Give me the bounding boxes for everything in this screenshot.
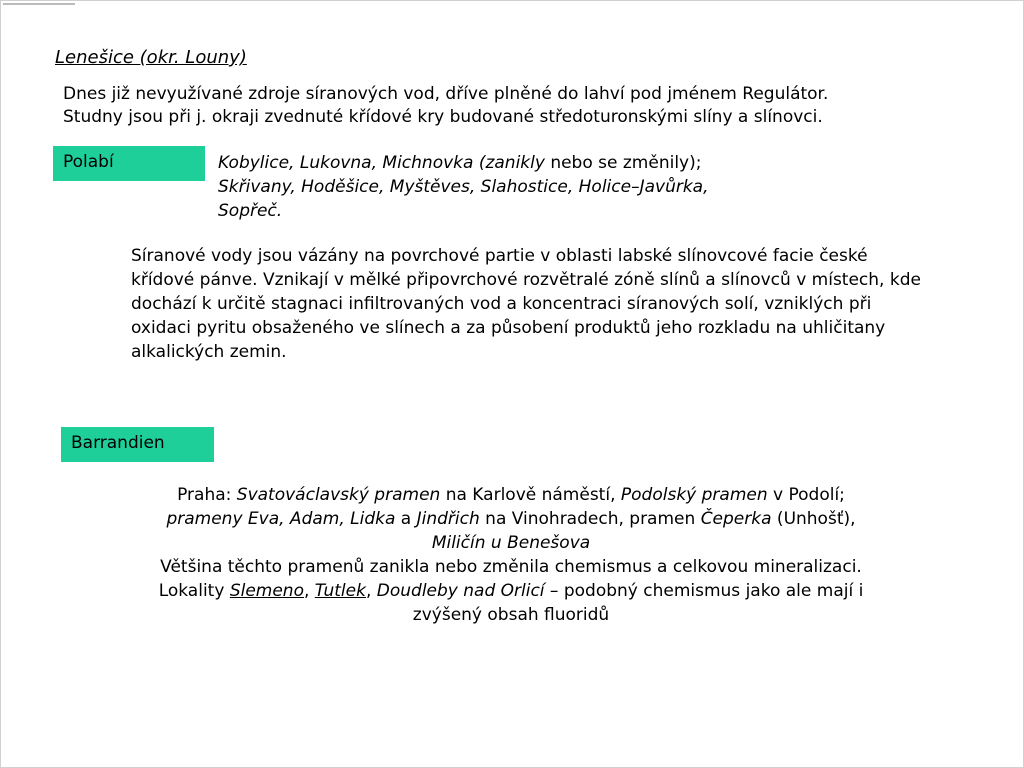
text-span: na Vinohradech, pramen [479, 509, 701, 529]
text-span: a [395, 509, 417, 529]
localities-line: Sopřeč. [218, 201, 283, 221]
text-span: na Karlově náměstí, [440, 485, 621, 505]
corner-mark [3, 3, 75, 5]
text-span: , [365, 581, 377, 601]
text-span: Praha: [177, 485, 237, 505]
locality-name: Doudleby nad Orlicí – [376, 581, 559, 601]
locality-name: Tutlek [314, 581, 366, 601]
prague-note: Většina těchto pramenů zanikla nebo změnila chemismus a celkovou mineralizaci. [160, 557, 862, 577]
polabi-localities [218, 151, 798, 223]
spring-name: Miličín u Benešova [431, 533, 591, 553]
text-span: v Podolí; [767, 485, 845, 505]
localities-note [141, 579, 881, 627]
paragraph-part: české křídové pánve. Vznikají v mělké připovrchové rozvětralé zóně slínů a slínovců v místech, kde dochází k určitě stagnaci infiltrovaných vod a koncentraci síranových solí, vzniklých při oxidaci pyritu obsaženého ve slínech a za působení produktů jeho rozkladu na uhličitany alkalických zemin. [131, 246, 921, 362]
spring-name: prameny Eva, Adam, Lidka [166, 509, 396, 529]
intro-text [63, 83, 963, 129]
localities-normal: nebo se změnily); [544, 153, 702, 173]
prague-springs [141, 483, 881, 555]
intro-line: Studny jsou při j. okraji zvednuté křídové kry budované středoturonskými slíny a slínovci. [63, 107, 823, 127]
paragraph-highlight: na povrchové partie v oblasti labské slínovcové facie [363, 246, 814, 266]
text-span: Lokality [158, 581, 230, 601]
paragraph-part: Síranové vody jsou vázány [131, 246, 364, 266]
text-span: podobný chemismus jako ale mají i zvýšený obsah fluoridů [412, 581, 864, 625]
sulfate-paragraph [131, 244, 931, 364]
slide-title: Lenešice (okr. Louny) [55, 47, 247, 68]
spring-name: Podolský pramen [620, 485, 768, 505]
localities-line: Skřivany, Hoděšice, Myštěves, Slahostice, Holice–Javůrka, [218, 177, 709, 197]
spring-name: Jindřich [416, 509, 480, 529]
spring-name: Čeperka [700, 509, 772, 529]
text-span: , [303, 581, 315, 601]
localities-italic: Kobylice, Lukovna, Michnovka (zanikly [218, 153, 545, 173]
intro-line: Dnes již nevyužívané zdroje síranových vod, dříve plněné do lahví pod jménem Regulátor. [63, 84, 829, 104]
barrandien-text [141, 483, 881, 627]
text-span: (Unhošť), [771, 509, 856, 529]
locality-name: Slemeno [229, 581, 304, 601]
spring-name: Svatováclavský pramen [236, 485, 441, 505]
barrandien-badge: Barrandien [61, 427, 214, 462]
localities-line [218, 151, 798, 175]
polabi-badge: Polabí [53, 146, 205, 181]
